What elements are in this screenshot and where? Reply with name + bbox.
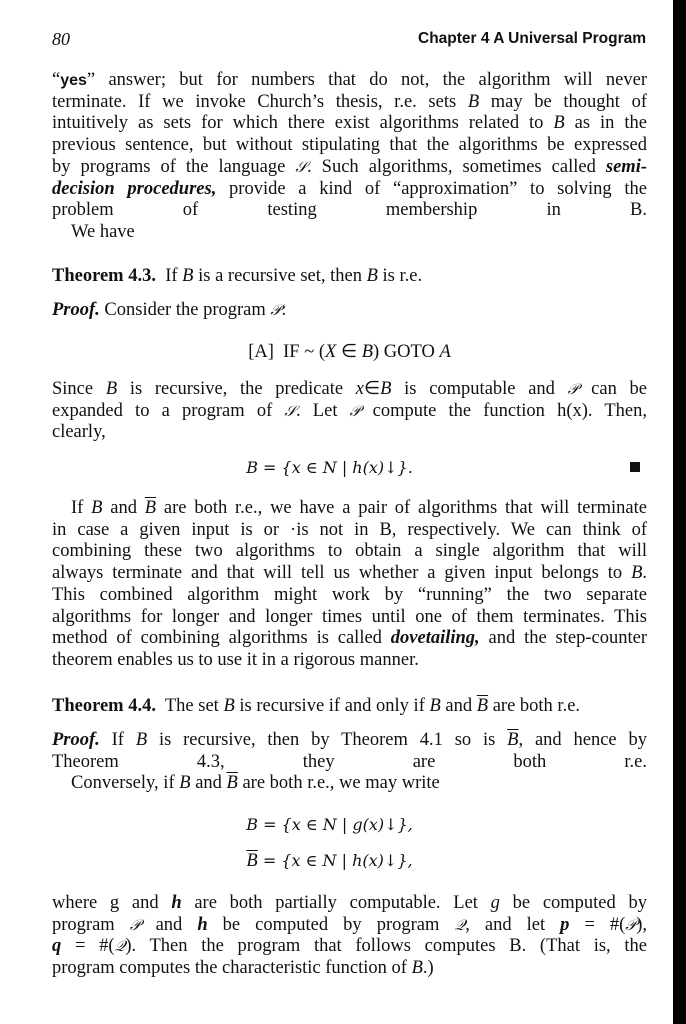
paragraph-where-line — [52, 915, 647, 937]
text-run: and — [140, 914, 198, 935]
paragraph-intro-line — [52, 92, 647, 114]
script-symbol: 𝒫 — [349, 401, 361, 420]
text-run: B — [631, 563, 643, 584]
text-run: B — [179, 773, 191, 794]
paragraph-intro-line — [52, 200, 647, 222]
text-run: = {x ∈ N | h(x)↓}, — [257, 851, 413, 870]
paragraph-intro-line — [52, 179, 647, 201]
text-run: are both r.e., we have a pair of algorithms that will terminate — [156, 498, 647, 518]
text-run: intuitively as sets for which there exist algorithms related to — [52, 113, 554, 134]
script-symbol: 𝒬 — [454, 915, 466, 934]
text-run: and — [440, 696, 477, 716]
text-run: compute the function h(x). Then, — [360, 400, 647, 421]
text-run: are both r.e., we may write — [237, 773, 440, 794]
paragraph-dovetailing-line — [52, 585, 647, 607]
paragraph-where-line — [52, 958, 647, 980]
text-run: provide a kind of “approximation” to solving the — [216, 178, 647, 199]
text-run: p — [560, 914, 570, 935]
text-run: Theorem 4.4. — [52, 696, 156, 716]
text-run: Since — [52, 379, 106, 399]
proof-4-4-line — [52, 773, 647, 795]
text-run: . Let — [296, 400, 350, 421]
overline-symbol: $\overline{B}$ — [507, 730, 519, 750]
text-run: ) GOTO — [373, 342, 440, 362]
text-run: . — [642, 563, 647, 584]
text-run: [A] IF ~ ( — [248, 342, 326, 362]
overline-symbol: $\overline{B}$ — [144, 498, 157, 518]
text-run: theorem enables us to use it in a rigorous manner. — [52, 649, 419, 670]
paragraph-where-line — [52, 893, 647, 915]
text-run: ). Then the program that follows computes B. (That is, the — [125, 936, 647, 957]
text-run: “ — [52, 70, 61, 90]
text-run: , and hence by — [518, 730, 647, 750]
text-run: Proof. — [52, 300, 100, 320]
text-run: , and let — [465, 914, 561, 935]
text-run: h — [171, 893, 182, 913]
text-run: g — [490, 893, 500, 913]
text-run: is recursive, then by Theorem 4.1 so is — [147, 730, 508, 750]
theorem-4-3-line — [52, 266, 647, 288]
overline-symbol: $\overline{B}$ — [226, 773, 238, 794]
text-run: ∈ — [336, 342, 362, 362]
overline-symbol: $\overline{B}$ — [246, 851, 258, 871]
text-run: x — [355, 379, 365, 399]
text-run: and — [190, 773, 227, 794]
paragraph-dovetailing-line — [52, 498, 647, 520]
text-run: in case a given input is or ·is not in B, respectively. We can think of — [52, 519, 647, 540]
text-run: Proof. — [52, 730, 100, 750]
paragraph-since-line — [52, 379, 647, 401]
text-run: = #( — [61, 936, 115, 957]
text-run: If — [155, 266, 183, 286]
text-run: algorithms for longer and longer times until one of them terminates. This — [52, 606, 647, 627]
script-symbol: 𝒫 — [567, 380, 579, 398]
script-symbol: 𝒮 — [295, 157, 307, 176]
text-run: B — [91, 498, 103, 518]
text-run: Conversely, if — [71, 773, 180, 794]
text-run: ∈ — [364, 379, 381, 399]
text-run: is recursive if and only if — [234, 696, 430, 716]
proof-4-4-line — [52, 752, 647, 774]
text-run: . Such algorithms, sometimes called — [307, 156, 606, 177]
equation-b-g-line — [32, 814, 627, 837]
proof-4-4-line — [52, 730, 647, 752]
window-edge-bar — [673, 0, 686, 1024]
text-run: as in the — [564, 113, 647, 134]
text-run: This combined algorithm might work by “running” the two separate — [52, 584, 647, 605]
script-symbol: 𝒫 — [129, 915, 141, 934]
proof-4-3-line — [52, 300, 647, 322]
text-run: problem of testing membership in B. — [52, 200, 647, 221]
text-run: and — [102, 498, 145, 518]
text-run: is recursive, the predicate — [117, 379, 356, 399]
text-run: B = {x ∈ N | g(x)↓}, — [246, 815, 413, 834]
text-run: B — [429, 696, 441, 716]
text-run: ), — [636, 914, 647, 935]
text-run: be computed by — [499, 893, 647, 913]
paragraph-where-line — [52, 936, 647, 958]
text-run: If — [71, 498, 92, 518]
text-run: A — [439, 342, 451, 362]
text-run: X — [325, 342, 337, 362]
paragraph-dovetailing-line — [52, 650, 647, 672]
paragraph-dovetailing-line — [52, 628, 647, 650]
equation-bbar-h-line — [32, 850, 627, 873]
text-run: is a recursive set, then — [193, 266, 367, 286]
text-run: B — [380, 379, 392, 399]
text-run: B — [135, 730, 148, 750]
text-run: B — [361, 342, 374, 362]
text-run: Theorem 4.3. — [52, 266, 156, 286]
paragraph-intro-line — [52, 135, 647, 157]
script-symbol: 𝒫 — [270, 301, 282, 319]
paragraph-intro-line — [52, 157, 647, 179]
paragraph-dovetailing-line — [52, 520, 647, 542]
equation-b-h-line — [32, 457, 627, 480]
program-line-line — [52, 342, 647, 364]
paragraph-intro-line — [52, 222, 647, 244]
text-run: combining these two algorithms to obtain a single algorithm that will — [52, 541, 647, 562]
text-run: B — [223, 696, 235, 716]
running-header: Chapter 4 A Universal Program — [418, 30, 646, 47]
text-run: can be — [578, 379, 647, 399]
paragraph-dovetailing-line — [52, 563, 647, 585]
text-run: If — [99, 730, 136, 750]
text-run: are both partially computable. Let — [181, 893, 491, 913]
text-run: : — [281, 300, 287, 320]
paragraph-dovetailing-line — [52, 607, 647, 629]
paragraph-dovetailing-line — [52, 541, 647, 563]
text-run: We have — [71, 221, 135, 242]
text-run: clearly, — [52, 422, 106, 443]
text-run: B — [553, 113, 565, 134]
text-run: The set — [155, 696, 224, 716]
overline-symbol: $\overline{B}$ — [476, 696, 489, 716]
page-number: 80 — [52, 29, 70, 49]
text-run: Consider the program — [99, 300, 271, 320]
text-run: semi- — [605, 156, 647, 177]
script-symbol: 𝒬 — [114, 937, 126, 956]
text-run: B — [182, 266, 194, 286]
text-run: by programs of the language — [52, 156, 296, 177]
text-run: h — [197, 914, 208, 935]
text-run: B — [467, 91, 480, 112]
text-run: may be thought of — [479, 91, 647, 112]
text-run: Theorem 4.3, they are both r.e. — [52, 751, 647, 772]
text-run: expanded to a program of — [52, 400, 285, 421]
script-symbol: 𝒫 — [625, 915, 637, 934]
script-symbol: 𝒮 — [284, 401, 297, 420]
theorem-4-4-line — [52, 696, 647, 718]
text-run: q — [52, 936, 62, 957]
text-run: dovetailing, — [390, 628, 480, 649]
text-run: method of combining algorithms is called — [52, 628, 391, 649]
text-run: decision procedures, — [52, 178, 217, 199]
paragraph-intro-line — [52, 70, 647, 92]
text-run: yes — [60, 72, 87, 89]
text-run: where g and — [52, 893, 172, 913]
text-run: previous sentence, but without stipulating that the algorithms be expressed — [52, 135, 647, 156]
text-run: is computable and — [391, 379, 568, 399]
text-run: always terminate and that will tell us whether a given input belongs to — [52, 563, 632, 584]
text-run: and the step-counter — [479, 628, 647, 649]
paragraph-since-line — [52, 422, 647, 444]
text-run: B — [366, 266, 378, 286]
text-run: is r.e. — [377, 266, 423, 286]
text-run: program — [52, 914, 130, 935]
text-run: .) — [422, 958, 434, 979]
text-run: are both r.e. — [488, 696, 581, 716]
text-run: terminate. If we invoke Church’s thesis, r.e. sets — [52, 91, 468, 112]
qed-square-icon — [630, 462, 640, 472]
text-run: B — [411, 958, 423, 979]
paragraph-since-line — [52, 401, 647, 423]
text-run: = #( — [569, 914, 626, 935]
text-run: be computed by program — [207, 914, 455, 935]
text-run: ” answer; but for numbers that do not, the algorithm will never — [86, 70, 647, 90]
text-run: program computes the characteristic function of — [52, 958, 412, 979]
text-run: B — [105, 379, 118, 399]
text-run: B = {x ∈ N | h(x)↓}. — [246, 458, 413, 477]
paragraph-intro-line — [52, 113, 647, 135]
